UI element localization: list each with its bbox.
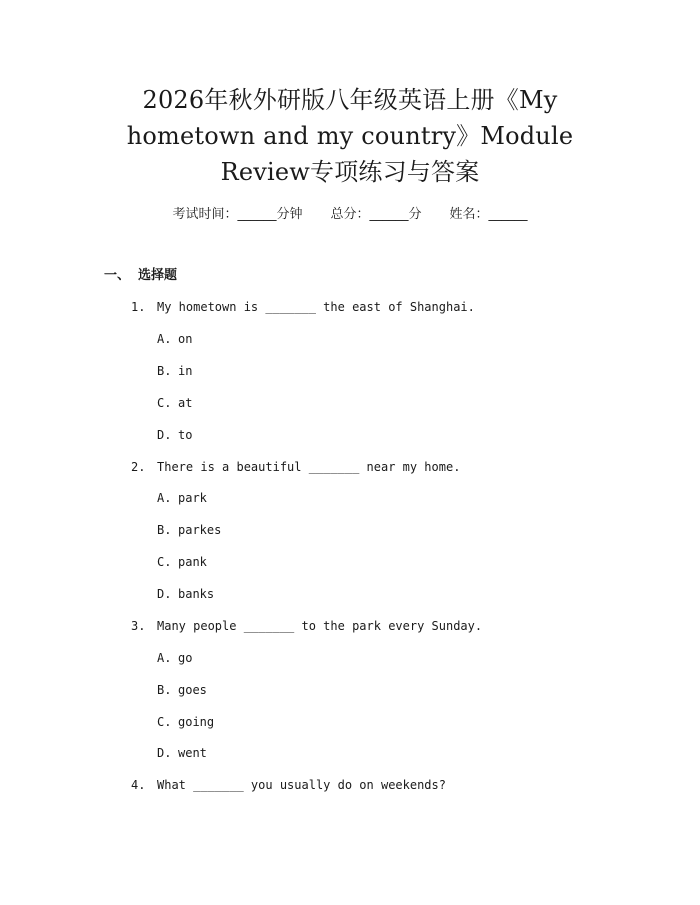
question-1-option-b <box>157 361 192 381</box>
option-letter: B. <box>157 364 172 378</box>
option-letter: C. <box>157 715 172 729</box>
option-letter: D. <box>157 746 172 760</box>
question-number: 1. <box>131 300 146 314</box>
student-name-field: 姓名：______ <box>449 207 528 222</box>
question-3 <box>131 616 482 636</box>
question-1 <box>131 297 475 317</box>
option-text: at <box>178 396 193 410</box>
option-text: go <box>178 651 193 665</box>
question-number: 2. <box>131 460 146 474</box>
question-2 <box>131 457 460 477</box>
section-heading <box>104 266 177 286</box>
question-1-option-c <box>157 393 192 413</box>
section-number: 一、 <box>104 268 131 283</box>
option-letter: C. <box>157 396 172 410</box>
question-2-option-a <box>157 488 207 508</box>
question-2-option-b <box>157 520 221 540</box>
question-3-option-a <box>157 648 192 668</box>
question-3-option-b <box>157 680 207 700</box>
option-text: banks <box>178 587 215 601</box>
option-letter: C. <box>157 555 172 569</box>
question-text: What _______ you usually do on weekends? <box>157 778 446 792</box>
section-title: 选择题 <box>138 268 178 283</box>
option-text: on <box>178 332 193 346</box>
option-text: goes <box>178 683 207 697</box>
option-text: to <box>178 428 193 442</box>
option-letter: A. <box>157 491 172 505</box>
question-2-option-d <box>157 584 214 604</box>
question-text: My hometown is _______ the east of Shanghai. <box>157 300 475 314</box>
question-1-option-a <box>157 329 192 349</box>
question-3-option-d <box>157 743 207 763</box>
question-4 <box>131 775 446 795</box>
question-1-option-d <box>157 425 192 445</box>
option-letter: B. <box>157 523 172 537</box>
question-text: There is a beautiful _______ near my home. <box>157 460 461 474</box>
option-text: went <box>178 746 207 760</box>
option-text: in <box>178 364 193 378</box>
option-text: pank <box>178 555 207 569</box>
total-score-field: 总分：______分 <box>330 207 422 222</box>
option-letter: A. <box>157 651 172 665</box>
exam-time-field: 考试时间：______分钟 <box>172 207 303 222</box>
option-letter: A. <box>157 332 172 346</box>
document-title: 2026年秋外研版八年级英语上册《My hometown and my country》Module Review专项练习与答案 <box>126 86 574 186</box>
option-text: parkes <box>178 523 222 537</box>
question-number: 4. <box>131 778 146 792</box>
option-text: park <box>178 491 207 505</box>
option-text: going <box>178 715 215 729</box>
question-3-option-c <box>157 712 214 732</box>
question-2-option-c <box>157 552 207 572</box>
question-text: Many people _______ to the park every Sunday. <box>157 619 483 633</box>
option-letter: D. <box>157 428 172 442</box>
option-letter: B. <box>157 683 172 697</box>
question-number: 3. <box>131 619 146 633</box>
option-letter: D. <box>157 587 172 601</box>
exam-info-line <box>0 205 700 225</box>
